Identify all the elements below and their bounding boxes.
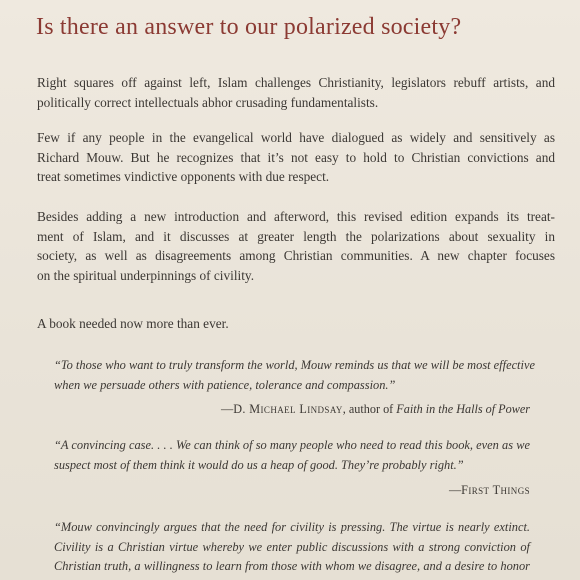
attribution-name: D. Michael Lindsay [233,402,343,416]
quote-line: Christian truth, a willingness to learn from those with whom we disagree, and a desire to honor [54,559,530,573]
quote-line: “A convincing case. . . . We can think of so many people who need to read this book, even as we [54,438,530,452]
text-line: ment of Islam, and it discusses at greater length the polarizations about sexuality in [37,228,555,244]
description-paragraph-1 [37,73,555,112]
attribution-work: Faith in the Halls of Power [396,402,530,416]
endorsement-attribution-2 [449,483,530,498]
text-line: Besides adding a new introduction and afterword, this revised edition expands its treat- [37,209,555,224]
text-line: on the spiritual underpinnings of civility. [37,267,255,283]
text-line: Few if any people in the evangelical world have dialogued as widely and sensitively as [37,130,555,145]
text-line: treat sometimes vindictive opponents with due respect. [37,169,330,184]
quote-line: when we persuade others with patience, tolerance and compassion.” [54,377,396,392]
quote-line: “Mouw convincingly argues that the need for civility is pressing. The virtue is nearly extinct. [54,520,530,534]
text-line: A book needed now more than ever. [37,316,229,331]
endorsement-quote-2 [54,436,530,475]
text-line: Right squares off against left, Islam challenges Christianity, legislators rebuff artists, and [37,75,555,90]
endorsement-quote-3 [54,518,530,577]
description-paragraph-3 [37,207,555,285]
description-paragraph-4 [37,314,555,334]
endorsement-attribution-1 [221,402,530,417]
attribution-name: First Things [461,483,530,497]
attribution-dash: — [221,402,234,416]
quote-line: suspect most of them think it would do us a heap of good. They’re probably right.” [54,457,464,472]
attribution-dash: — [448,483,462,497]
quote-line: Civility is a Christian virtue whereby we enter public discussions with a strong conviction of [54,539,530,554]
headline: Is there an answer to our polarized society? [36,14,462,40]
text-line: Richard Mouw. But he recognizes that it’s not easy to hold to Christian convictions and [37,149,555,165]
text-line: society, as well as disagreements among Christian communities. A new chapter focuses [37,248,555,263]
description-paragraph-2 [37,128,555,187]
attribution-role: , author of [342,402,397,416]
quote-line: “To those who want to truly transform the world, Mouw reminds us that we will be most effective [54,358,535,372]
endorsement-quote-1 [54,356,535,395]
text-line: politically correct intellectuals abhor crusading fundamentalists. [37,94,379,110]
